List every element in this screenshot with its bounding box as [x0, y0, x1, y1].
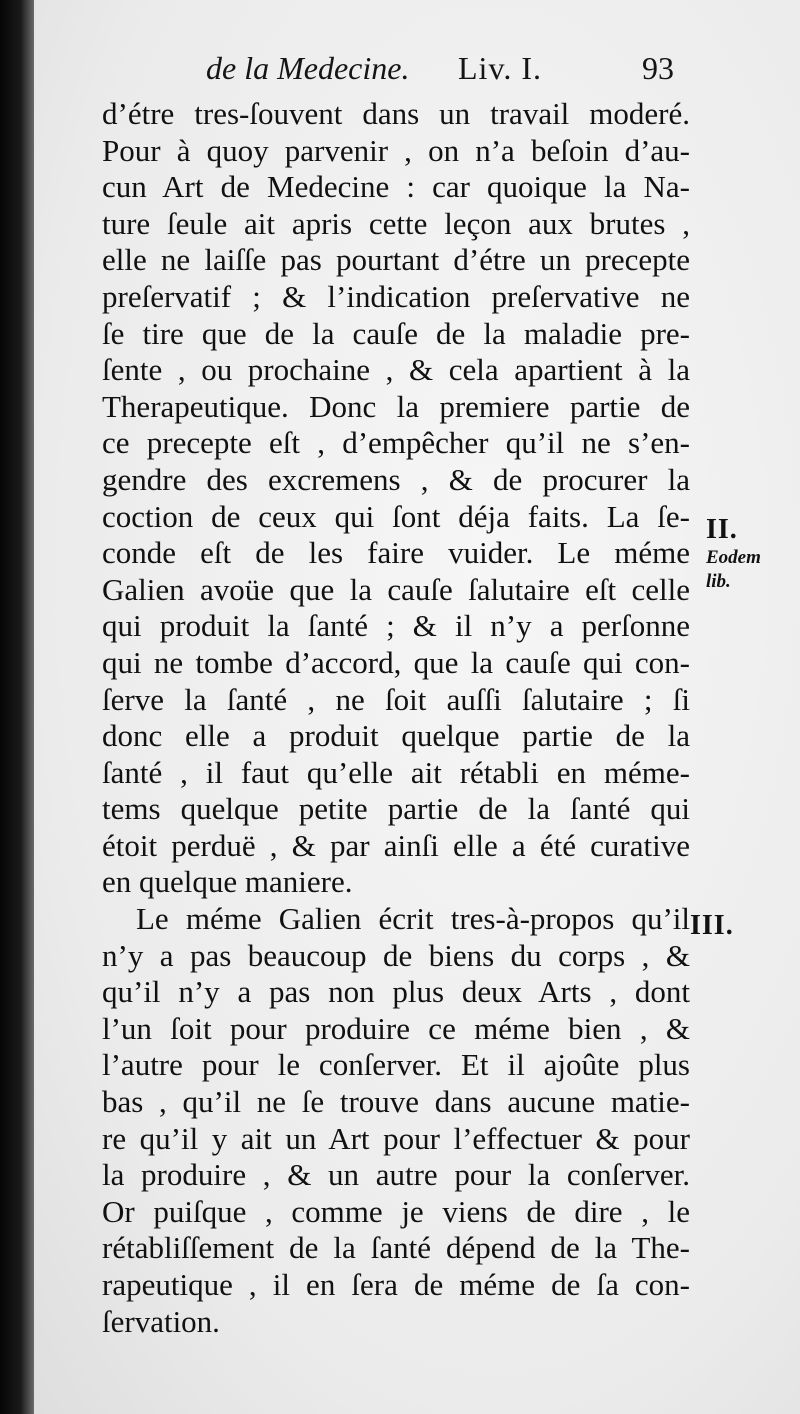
- text-line: cun Art de Medecine : car quoique la Na-: [102, 169, 690, 205]
- text-line: preſervatif ; & l’indication preſervative ne: [102, 278, 690, 314]
- text-line: Galien avoüe que la cauſe ſalutaire eſt celle: [102, 571, 690, 607]
- text-line: elle ne laiſſe pas pourtant d’étre un precepte: [102, 242, 690, 278]
- text-line: ſe tire que de la cauſe de la maladie pre-: [102, 315, 690, 351]
- page-number: 93: [642, 50, 674, 86]
- text-line: qui ne tombe d’accord, que la cauſe qui con-: [102, 644, 690, 680]
- text-line: ture ſeule ait apris cette leçon aux brutes ,: [102, 205, 690, 241]
- text-line: qu’il n’y a pas non plus deux Arts , dont: [102, 974, 690, 1010]
- text-line: étoit perduë , & par ainſi elle a été curative: [102, 827, 690, 863]
- text-line: ſente , ou prochaine , & cela apartient à la: [102, 352, 690, 388]
- margin-note-iii: [690, 910, 734, 942]
- text-line: ſanté , il faut qu’elle ait rétabli en méme-: [102, 754, 690, 790]
- text-line: l’autre pour le conſerver. Et il ajoûte plus: [102, 1047, 690, 1083]
- text-line: coction de ceux qui ſont déja faits. La ſe-: [102, 498, 690, 534]
- margin-note-reference: Eodem: [706, 547, 761, 568]
- text-line: re qu’il y ait un Art pour l’effectuer & pour: [102, 1120, 690, 1156]
- book-spine-shadow: [0, 0, 34, 1414]
- book-page: [34, 0, 800, 1414]
- page-header: [206, 46, 686, 94]
- text-line: donc elle a produit quelque partie de la: [102, 718, 690, 754]
- text-line: bas , qu’il ne ſe trouve dans aucune matie-: [102, 1084, 690, 1120]
- text-line: Therapeutique. Donc la premiere partie de: [102, 388, 690, 424]
- text-line: la produire , & un autre pour la conſerver.: [102, 1157, 690, 1193]
- text-line: ſervation.: [102, 1303, 220, 1339]
- text-line: n’y a pas beaucoup de biens du corps , &: [102, 937, 690, 973]
- text-line: ſerve la ſanté , ne ſoit auſſi ſalutaire ; ſi: [102, 681, 690, 717]
- text-line: ce precepte eſt , d’empêcher qu’il ne s’en-: [102, 425, 690, 461]
- book-reference: Liv. I.: [458, 50, 543, 86]
- text-line: rapeutique , il en ſera de méme de ſa con-: [102, 1267, 690, 1302]
- text-line: qui produit la ſanté ; & il n’y a perſonne: [102, 608, 690, 644]
- text-line: Or puiſque , comme je viens de dire , le: [102, 1193, 690, 1229]
- text-line: tems quelque petite partie de la ſanté qui: [102, 791, 690, 827]
- text-line: en quelque maniere.: [102, 864, 353, 900]
- text-line: gendre des excremens , & de procurer la: [102, 461, 690, 497]
- text-line: Pour à quoy parvenir , on n’a beſoin d’au-: [102, 132, 690, 168]
- margin-note-ii: [706, 514, 761, 594]
- text-line: Le méme Galien écrit tres-à-propos qu’il: [136, 901, 690, 937]
- text-line: l’un ſoit pour produire ce méme bien , &: [102, 1010, 690, 1046]
- text-line: rétabliſſement de la ſanté dépend de la The-: [102, 1230, 690, 1266]
- text-line: d’étre tres-ſouvent dans un travail moderé.: [102, 96, 690, 131]
- margin-note-reference: lib.: [706, 571, 731, 592]
- margin-note-number: II.: [706, 514, 738, 545]
- text-line: conde eſt de les faire vuider. Le méme: [102, 535, 690, 571]
- margin-note-number: III.: [690, 910, 734, 941]
- body-text: [102, 96, 690, 1340]
- running-title: de la Medecine.: [206, 50, 410, 86]
